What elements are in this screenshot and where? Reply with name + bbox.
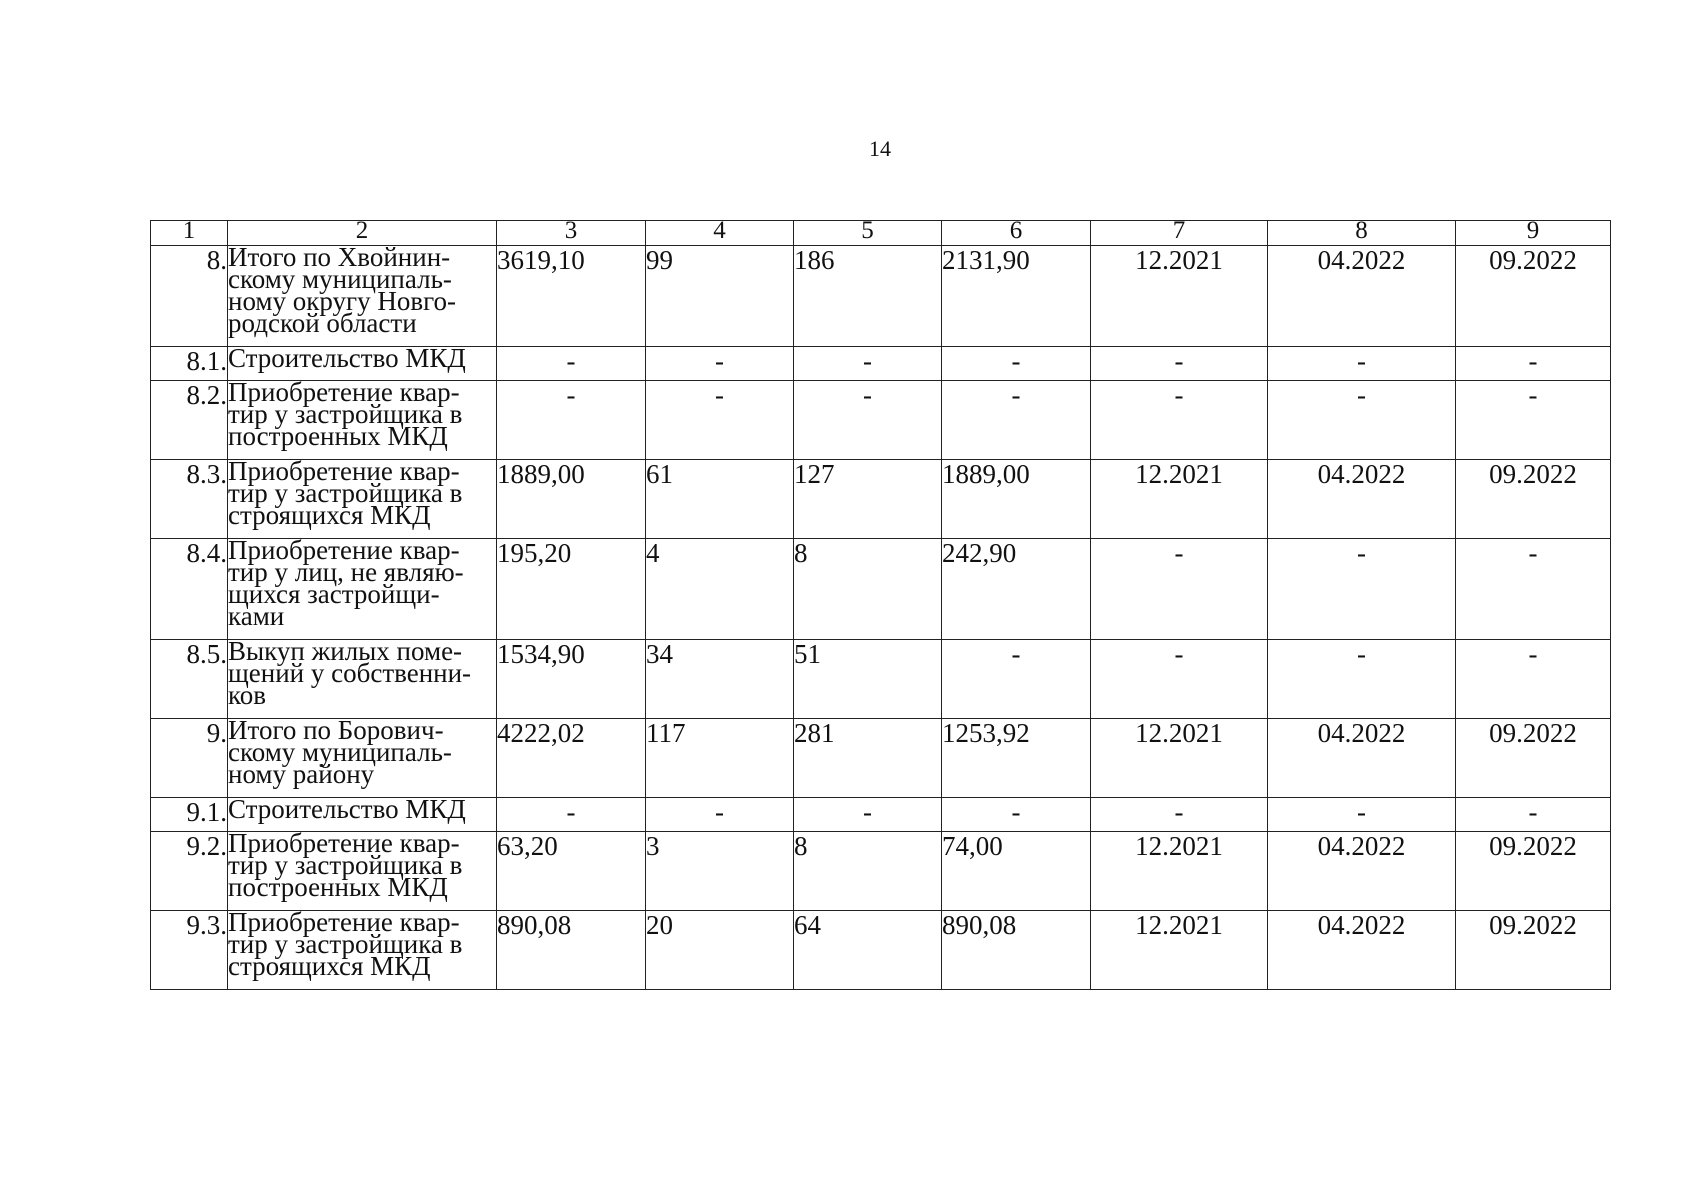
value-cell-c9: 09.2022 [1456, 832, 1611, 911]
value-cell-c7: - [1091, 539, 1268, 640]
row-number-cell: 8.5. [151, 640, 228, 719]
header-cell: 6 [942, 221, 1091, 246]
item-name-cell [228, 343, 497, 381]
value-cell-c4: - [646, 381, 794, 460]
item-name-line: ками [228, 601, 285, 631]
value-cell-c8: 04.2022 [1268, 719, 1456, 798]
table-row [151, 640, 1611, 719]
header-cell: 9 [1456, 221, 1611, 246]
table-row [151, 798, 1611, 832]
table-body [151, 217, 1611, 990]
value-cell-c3: 195,20 [497, 539, 646, 640]
item-name-line: Итого по Хвойнин- [228, 242, 451, 272]
value-cell-c7: - [1091, 640, 1268, 719]
value-cell-c6: 74,00 [942, 832, 1091, 911]
table-row [151, 911, 1611, 990]
value-cell-c4: - [646, 798, 794, 832]
value-cell-c8: - [1268, 640, 1456, 719]
item-name-line: Приобретение квар- [228, 907, 460, 937]
table-row [151, 719, 1611, 798]
item-name-cell [228, 535, 497, 640]
value-cell-c5: - [794, 381, 942, 460]
item-name-cell [228, 907, 497, 990]
value-cell-c8: 04.2022 [1268, 911, 1456, 990]
header-cell: 8 [1268, 221, 1456, 246]
value-cell-c6: 1253,92 [942, 719, 1091, 798]
value-cell-c5: 127 [794, 460, 942, 539]
item-name-line: Приобретение квар- [228, 377, 460, 407]
item-name-line: скому муниципаль- [228, 264, 452, 294]
row-number-cell: 9.3. [151, 911, 228, 990]
item-name-line: тир у застройщика в [228, 850, 463, 880]
value-cell-c7: - [1091, 798, 1268, 832]
value-cell-c9: 09.2022 [1456, 246, 1611, 347]
value-cell-c8: - [1268, 381, 1456, 460]
value-cell-c7: 12.2021 [1091, 832, 1268, 911]
value-cell-c6: 1889,00 [942, 460, 1091, 539]
value-cell-c6: 890,08 [942, 911, 1091, 990]
item-name-line: ному округу Новго- [228, 286, 456, 316]
table-row [151, 347, 1611, 381]
value-cell-c7: 12.2021 [1091, 719, 1268, 798]
header-cell: 3 [497, 221, 646, 246]
item-name-line: Приобретение квар- [228, 456, 460, 486]
item-name-cell [228, 715, 497, 798]
value-cell-c3: 1889,00 [497, 460, 646, 539]
row-number-cell: 8.2. [151, 381, 228, 460]
row-number-cell: 9.2. [151, 832, 228, 911]
value-cell-c5: - [794, 798, 942, 832]
value-cell-c7: 12.2021 [1091, 911, 1268, 990]
item-name-line: Приобретение квар- [228, 535, 460, 565]
value-cell-c3: 3619,10 [497, 246, 646, 347]
value-cell-c3: 1534,90 [497, 640, 646, 719]
value-cell-c6: - [942, 798, 1091, 832]
value-cell-c7: - [1091, 381, 1268, 460]
value-cell-c6: - [942, 640, 1091, 719]
item-name-line: ному району [228, 759, 375, 789]
row-number-cell: 9. [151, 719, 228, 798]
item-name-line: Выкуп жилых поме- [228, 636, 463, 666]
value-cell-c5: 64 [794, 911, 942, 990]
value-cell-c4: 99 [646, 246, 794, 347]
value-cell-c8: - [1268, 798, 1456, 832]
value-cell-c3: 890,08 [497, 911, 646, 990]
value-cell-c5: 8 [794, 539, 942, 640]
header-cell: 5 [794, 221, 942, 246]
value-cell-c3: 4222,02 [497, 719, 646, 798]
data-table [150, 217, 1611, 990]
value-cell-c7: - [1091, 347, 1268, 381]
table-row [151, 832, 1611, 911]
value-cell-c3: - [497, 381, 646, 460]
value-cell-c9: - [1456, 347, 1611, 381]
value-cell-c8: - [1268, 347, 1456, 381]
value-cell-c4: 34 [646, 640, 794, 719]
value-cell-c5: 51 [794, 640, 942, 719]
item-name-cell [228, 828, 497, 911]
value-cell-c5: 8 [794, 832, 942, 911]
table-row [151, 460, 1611, 539]
header-cell: 1 [151, 221, 228, 246]
item-name-line: тир у застройщика в [228, 399, 463, 429]
value-cell-c5: 281 [794, 719, 942, 798]
row-number-cell: 8.3. [151, 460, 228, 539]
value-cell-c4: - [646, 347, 794, 381]
value-cell-c9: - [1456, 798, 1611, 832]
value-cell-c6: 242,90 [942, 539, 1091, 640]
header-cell: 2 [228, 221, 497, 246]
table-row [151, 246, 1611, 347]
item-name-line: строящихся МКД [228, 951, 431, 981]
value-cell-c7: 12.2021 [1091, 460, 1268, 539]
item-name-cell [228, 794, 497, 832]
value-cell-c5: 186 [794, 246, 942, 347]
value-cell-c4: 4 [646, 539, 794, 640]
value-cell-c6: - [942, 347, 1091, 381]
row-number-cell: 9.1. [151, 798, 228, 832]
item-name-cell [228, 636, 497, 719]
value-cell-c4: 61 [646, 460, 794, 539]
value-cell-c3: - [497, 798, 646, 832]
header-cell: 7 [1091, 221, 1268, 246]
item-name-cell [228, 242, 497, 347]
value-cell-c4: 3 [646, 832, 794, 911]
value-cell-c4: 20 [646, 911, 794, 990]
item-name-cell [228, 456, 497, 539]
value-cell-c7: 12.2021 [1091, 246, 1268, 347]
value-cell-c8: 04.2022 [1268, 246, 1456, 347]
item-name-line: тир у застройщика в [228, 478, 463, 508]
value-cell-c9: 09.2022 [1456, 911, 1611, 990]
item-name-line: Итого по Борович- [228, 715, 444, 745]
item-name-cell [228, 377, 497, 460]
row-number-cell: 8. [151, 246, 228, 347]
row-number-cell: 8.1. [151, 347, 228, 381]
value-cell-c8: - [1268, 539, 1456, 640]
value-cell-c8: 04.2022 [1268, 832, 1456, 911]
item-name-line: ков [228, 680, 266, 710]
value-cell-c3: - [497, 347, 646, 381]
value-cell-c4: 117 [646, 719, 794, 798]
item-name-line: тир у застройщика в [228, 929, 463, 959]
table-row [151, 539, 1611, 640]
value-cell-c9: - [1456, 640, 1611, 719]
item-name-line: щихся застройщи- [228, 579, 440, 609]
item-name-line: скому муниципаль- [228, 737, 452, 767]
table-row [151, 381, 1611, 460]
item-name-line: тир у лиц, не являю- [228, 557, 464, 587]
row-number-cell: 8.4. [151, 539, 228, 640]
value-cell-c5: - [794, 347, 942, 381]
item-name-line: Строительство МКД [228, 343, 466, 373]
value-cell-c9: - [1456, 539, 1611, 640]
item-name-line: Приобретение квар- [228, 828, 460, 858]
item-name-line: родской области [228, 308, 417, 338]
item-name-line: построенных МКД [228, 872, 448, 902]
item-name-line: Строительство МКД [228, 794, 466, 824]
value-cell-c9: 09.2022 [1456, 460, 1611, 539]
value-cell-c9: - [1456, 381, 1611, 460]
item-name-line: построенных МКД [228, 421, 448, 451]
item-name-line: щений у собственни- [228, 658, 472, 688]
value-cell-c3: 63,20 [497, 832, 646, 911]
value-cell-c9: 09.2022 [1456, 719, 1611, 798]
item-name-line: строящихся МКД [228, 500, 431, 530]
value-cell-c6: 2131,90 [942, 246, 1091, 347]
value-cell-c6: - [942, 381, 1091, 460]
value-cell-c8: 04.2022 [1268, 460, 1456, 539]
header-cell: 4 [646, 221, 794, 246]
page-number: 14 [869, 136, 891, 161]
